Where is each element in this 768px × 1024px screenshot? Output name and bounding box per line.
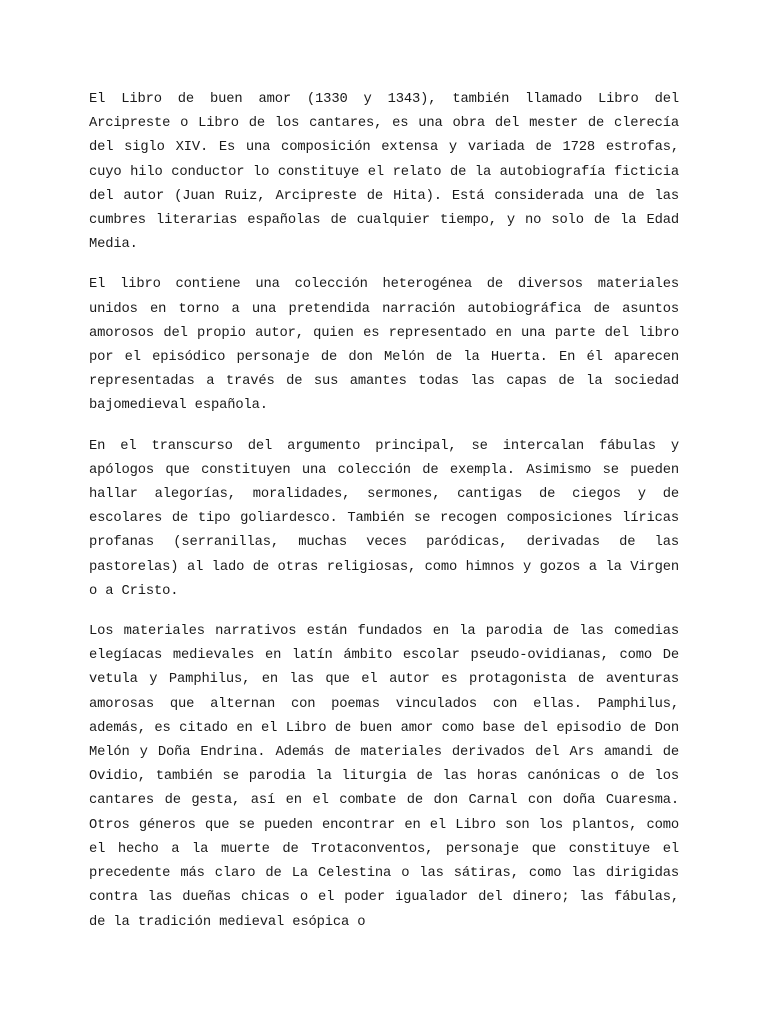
paragraph-contents: El libro contiene una colección heterogénea de diversos materiales unidos en torno a una pretendida narración autobiográfica de asuntos amorosos del propio autor, quien es representado en una parte del libro por el episódico personaje de don Melón de la Huerta. En él aparecen representadas a través de sus amantes todas las capas de la sociedad bajomedieval española. — [89, 277, 679, 414]
text-column — [89, 88, 679, 935]
paragraph-sources: Los materiales narrativos están fundados en la parodia de las comedias elegíacas medievales en latín ámbito escolar pseudo-ovidianas, como De vetula y Pamphilus, en las que el autor es protagonista de aventuras amorosas que alternan con poemas vinculados con ellas. Pamphilus, además, es citado en el Libro de buen amor como base del episodio de Don Melón y Doña Endrina. Además de materiales derivados del Ars amandi de Ovidio, también se parodia la liturgia de las horas canónicas o de los cantares de gesta, así en el combate de don Carnal con doña Cuaresma. Otros géneros que se pueden encontrar en el Libro son los plantos, como el hecho a la muerte de Trotaconventos, personaje que constituye el precedente más claro de La Celestina o las sátiras, como las dirigidas contra las dueñas chicas o el poder igualador del dinero; las fábulas, de la tradición medieval esópica o — [89, 624, 679, 930]
paragraph-genres: En el transcurso del argumento principal, se intercalan fábulas y apólogos que constituyen una colección de exempla. Asimismo se pueden hallar alegorías, moralidades, sermones, cantigas de ciegos y de escolares de tipo goliardesco. También se recogen composiciones líricas profanas (serranillas, muchas veces paródicas, derivadas de las pastorelas) al lado de otras religiosas, como himnos y gozos a la Virgen o a Cristo. — [89, 438, 679, 599]
paragraph-intro: El Libro de buen amor (1330 y 1343), también llamado Libro del Arcipreste o Libro de los cantares, es una obra del mester de clerecía del siglo XIV. Es una composición extensa y variada de 1728 estrofas, cuyo hilo conductor lo constituye el relato de la autobiografía ficticia del autor (Juan Ruiz, Arcipreste de Hita). Está considerada una de las cumbres literarias españolas de cualquier tiempo, y no solo de la Edad Media. — [89, 92, 679, 253]
